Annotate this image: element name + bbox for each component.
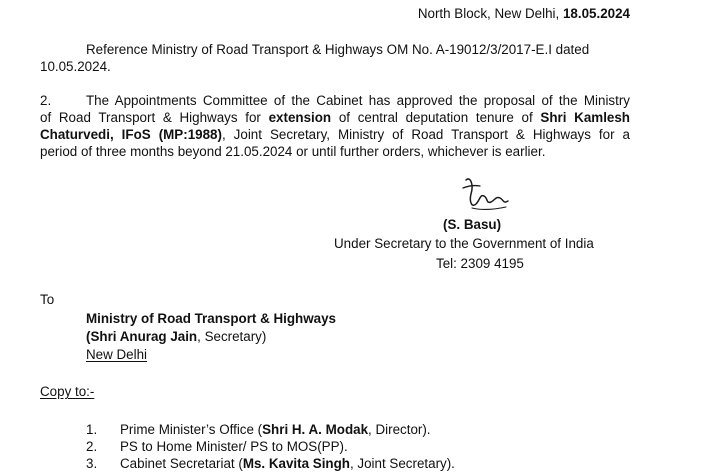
para2-line-4	[40, 143, 630, 160]
to-person-name: Shri Anurag Jain	[90, 329, 198, 344]
copy-item-text: Cabinet Secretariat (	[120, 456, 243, 471]
copy-item-rest: , Director).	[368, 422, 431, 437]
header-place: North Block, New Delhi,	[417, 6, 563, 21]
copy-to-label: Copy to:-	[40, 384, 95, 399]
copy-item	[120, 421, 431, 438]
header-place-date	[418, 5, 630, 22]
copy-item-number: 2.	[86, 439, 98, 454]
para2-line-2	[40, 109, 630, 126]
para2-text-3b: , Joint Secretary, Ministry of Road Transport & Highways for a	[221, 127, 630, 142]
signatory-name: (S. Basu)	[443, 217, 502, 232]
header-date: 18.05.2024	[562, 6, 630, 21]
para2-line-1	[40, 92, 630, 109]
to-person	[86, 328, 266, 345]
to-ministry: Ministry of Road Transport & Highways	[86, 311, 336, 326]
para2-number: 2.	[40, 93, 52, 108]
para2-officer-name-2: Chaturvedi, IFoS (MP:1988)	[40, 127, 222, 142]
para2-text-1: The Appointments Committee of the Cabinet has approved the proposal of the Ministry	[86, 93, 630, 108]
para2-officer-name-1: Shri Kamlesh	[540, 110, 630, 125]
to-label: To	[40, 292, 55, 307]
signatory-designation: Under Secretary to the Government of India	[334, 236, 594, 251]
para2-text-2c: of central deputation tenure of	[331, 110, 541, 125]
to-person-open: (	[86, 329, 91, 344]
para2-body	[40, 92, 630, 160]
para2-extension: extension	[268, 110, 332, 125]
signatory-tel: Tel: 2309 4195	[436, 256, 524, 271]
copy-item-text: PS to Home Minister/ PS to MOS(PP).	[120, 439, 348, 454]
copy-item-rest: , Joint Secretary).	[349, 456, 455, 471]
copy-item-bold: Shri H. A. Modak	[262, 422, 369, 437]
para2-text-2a: of Road Transport & Highways for	[40, 110, 269, 125]
copy-item	[120, 455, 455, 472]
para2-line-3	[40, 126, 630, 143]
reference-line-1: Reference Ministry of Road Transport & Highways OM No. A-19012/3/2017-E.I dated	[86, 42, 590, 57]
to-city: New Delhi	[86, 347, 148, 362]
to-person-rest: , Secretary)	[197, 329, 267, 344]
copy-item-number: 1.	[86, 422, 98, 437]
copy-item-number: 3.	[86, 456, 98, 471]
reference-line-2: 10.05.2024.	[40, 59, 111, 74]
copy-item-bold: Ms. Kavita Singh	[242, 456, 350, 471]
copy-item-text: Prime Minister’s Office (	[120, 422, 263, 437]
copy-item	[120, 438, 348, 455]
para2-text-4: period of three months beyond 21.05.2024 or until further orders, whichever is earlier.	[40, 144, 546, 159]
handwritten-signature-icon	[458, 174, 514, 218]
